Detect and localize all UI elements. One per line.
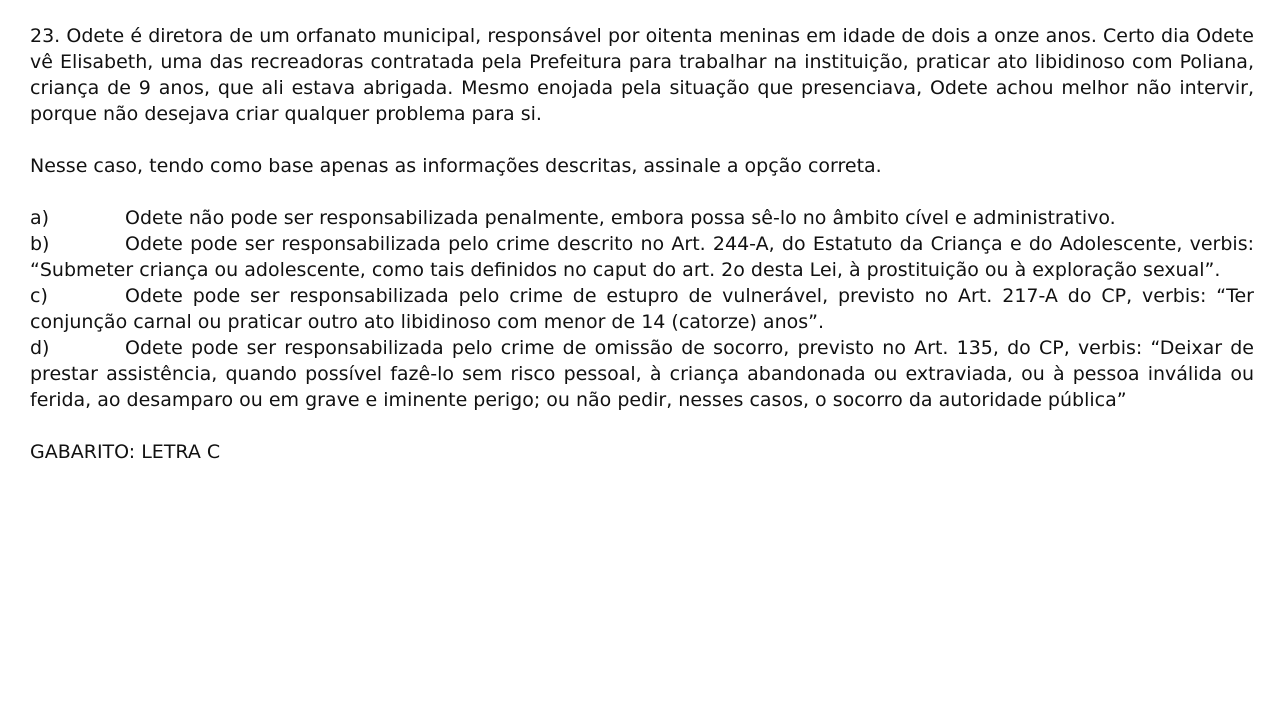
question-statement: 23. Odete é diretora de um orfanato municipal, responsável por oitenta meninas em idade de dois a onze anos. Certo dia Odete vê Elisabeth, uma das recreadoras contratada pela Prefeitura para trabalhar na instituição, praticar ato libidinoso com Poliana, criança de 9 anos, que ali estava abrigada. Mesmo enojada pela situação que presenciava, Odete achou melhor não intervir, porque não desejava criar qualquer problema para si. — [30, 25, 1254, 125]
option-c — [30, 283, 1254, 335]
option-text: Odete pode ser responsabilizada pelo crime de estupro de vulnerável, previsto no Art. 217-A do CP, verbis: “Ter conjunção carnal ou praticar outro ato libidinoso com menor de 14 (catorze) anos”. — [30, 285, 1254, 333]
option-text: Odete pode ser responsabilizada pelo crime descrito no Art. 244-A, do Estatuto da Criança e do Adolescente, verbis: “Submeter criança ou adolescente, como tais definidos no caput do art. 2o desta Lei, à prostituição ou à exploração sexual”. — [30, 233, 1254, 281]
question-prompt: Nesse caso, tendo como base apenas as informações descritas, assinale a opção correta. — [30, 155, 882, 177]
spacer — [30, 413, 1254, 439]
spacer — [30, 127, 1254, 153]
spacer — [30, 179, 1254, 205]
option-text: Odete não pode ser responsabilizada penalmente, embora possa sê-lo no âmbito cível e administrativo. — [125, 207, 1116, 229]
option-text: Odete pode ser responsabilizada pelo crime de omissão de socorro, previsto no Art. 135, do CP, verbis: “Deixar de prestar assistência, quando possível fazê-lo sem risco pessoal, à criança abandonada ou extraviada, ou à pessoa inválida ou ferida, ao desamparo ou em grave e iminente perigo; ou não pedir, nesses casos, o socorro da autoridade pública” — [30, 337, 1254, 411]
question-slide — [30, 23, 1254, 465]
option-letter: b) — [30, 233, 50, 255]
option-letter: a) — [30, 207, 50, 229]
answer-key: GABARITO: LETRA C — [30, 441, 221, 463]
option-b — [30, 231, 1254, 283]
option-a — [30, 205, 1254, 231]
options-list — [30, 205, 1254, 413]
option-letter: c) — [30, 285, 48, 307]
option-letter: d) — [30, 337, 50, 359]
option-d — [30, 335, 1254, 413]
